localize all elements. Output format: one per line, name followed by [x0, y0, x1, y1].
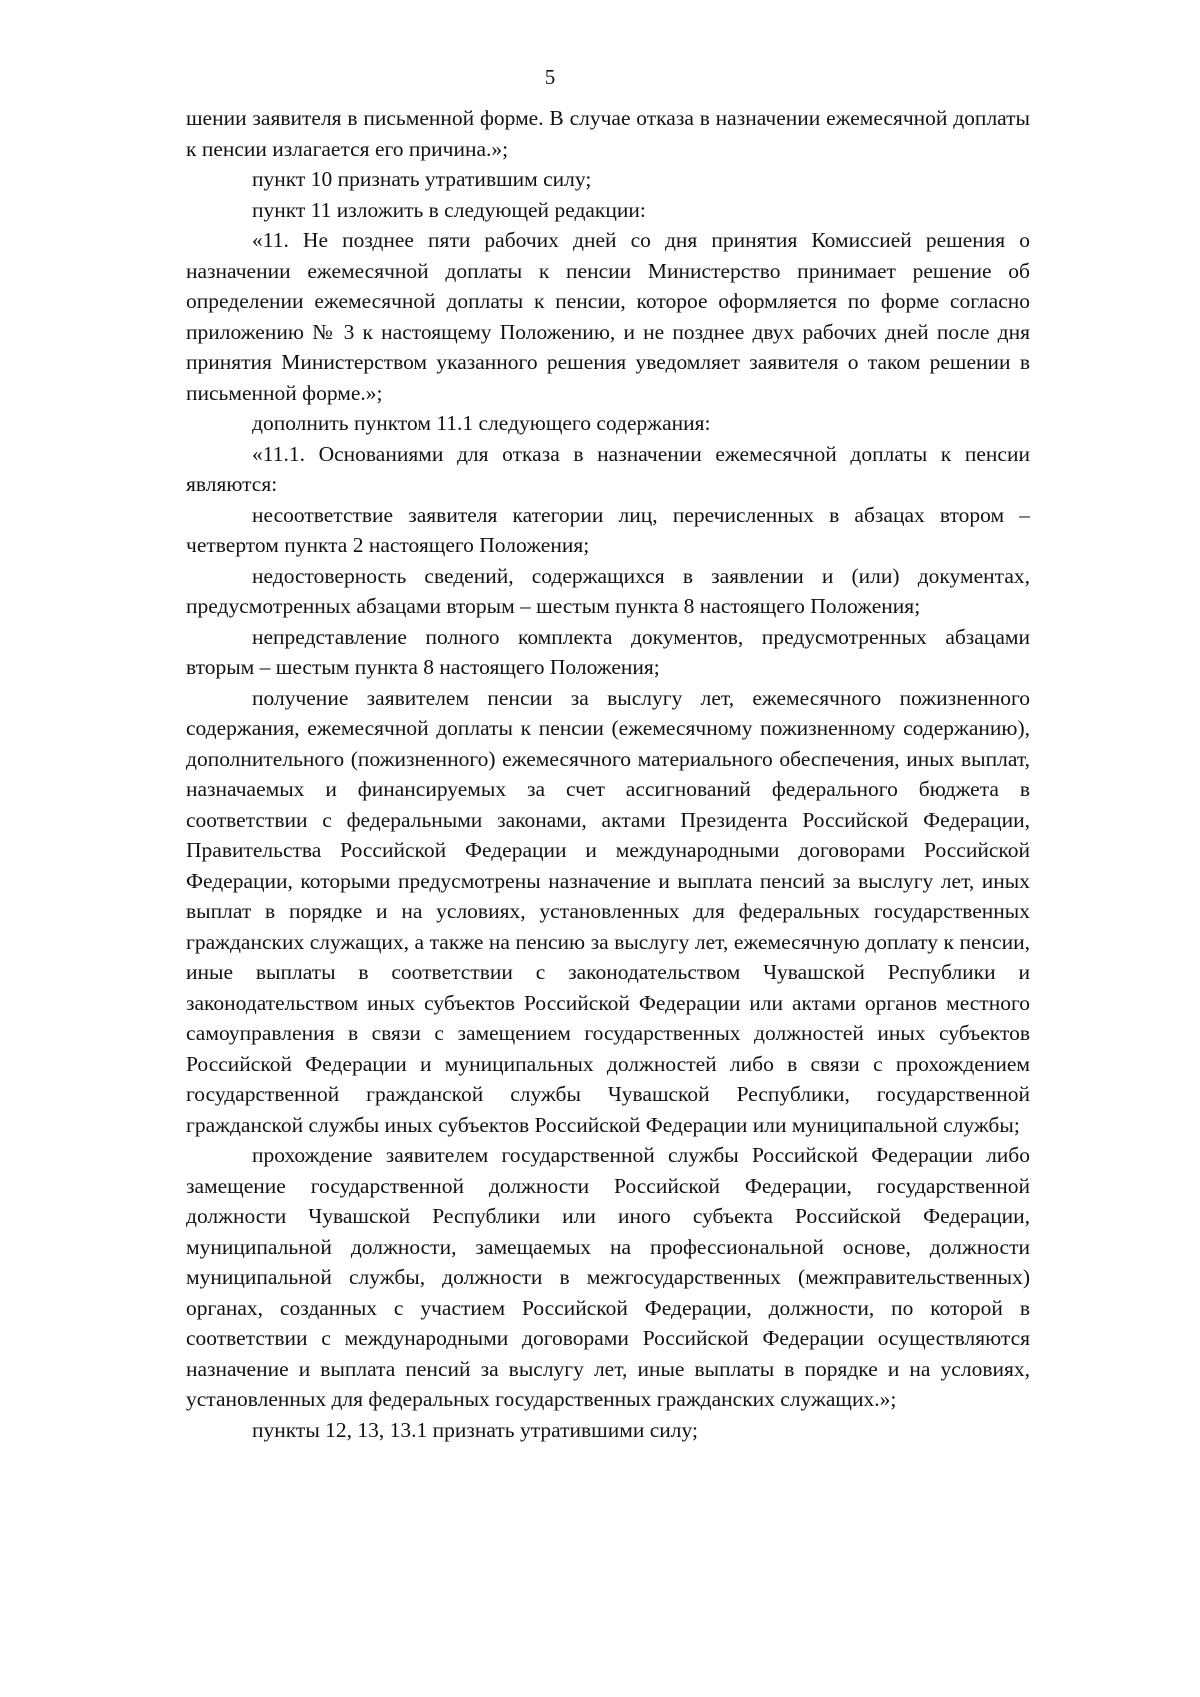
page-number: 5: [544, 65, 556, 89]
paragraph-item-11-1-text: «11.1. Основаниями для отказа в назначении ежемесячной доплаты к пенсии являются:: [186, 441, 1030, 496]
paragraph-item-11-text: «11. Не позднее пяти рабочих дней со дня принятия Комиссией решения о назначении ежемесячной доплаты к пенсии Министерство принимает решение об определении ежемесячной доплаты к пенсии, которое оформляется по форме согласно приложению № 3 к настоящему Положению, и не позднее двух рабочих дней после дня принятия Министерством указанного решения уведомляет заявителя о таком решении в письменной форме.»;: [186, 228, 1030, 405]
document-body: [186, 103, 1030, 1445]
paragraph-items-12-13: пункты 12, 13, 13.1 признать утратившими силу;: [252, 1417, 698, 1442]
paragraph-refusal-ground-5: прохождение заявителем государственной службы Российской Федерации либо замещение государственной должности Российской Федерации, государственной должности Чувашской Республики или иного субъекта Российской Федерации, муниципальной должности, замещаемых на профессиональной основе, должности муниципальной службы, должности в межгосударственных (межправительственных) органах, созданных с участием Российской Федерации, должности, по которой в соответствии с международными договорами Российской Федерации осуществляются назначение и выплата пенсий за выслугу лет, иные выплаты в порядке и на условиях, установленных для федеральных государственных гражданских служащих.»;: [186, 1143, 1030, 1411]
paragraph-item-11-1-intro: дополнить пунктом 11.1 следующего содержания:: [252, 411, 711, 435]
paragraph-refusal-ground-2: недостоверность сведений, содержащихся в заявлении и (или) документах, предусмотренных абзацами вторым – шестым пункта 8 настоящего Положения;: [186, 563, 1030, 618]
paragraph-refusal-ground-3: непредставление полного комплекта документов, предусмотренных абзацами вторым – шестым пункта 8 настоящего Положения;: [186, 624, 1030, 679]
paragraph-item-11-intro: пункт 11 изложить в следующей редакции:: [252, 197, 646, 222]
paragraph-refusal-ground-1: несоответствие заявителя категории лиц, перечисленных в абзацах втором – четвертом пункта 2 настоящего Положения;: [186, 502, 1030, 557]
paragraph-refusal-ground-4: получение заявителем пенсии за выслугу лет, ежемесячного пожизненного содержания, ежемесячной доплаты к пенсии (ежемесячному пожизненному содержанию), дополнительного (пожизненного) ежемесячного материального обеспечения, иных выплат, назначаемых и финансируемых за счет ассигнований федерального бюджета в соответствии с федеральными законами, актами Президента Российской Федерации, Правительства Российской Федерации и международными договорами Российской Федерации, которыми предусмотрены назначение и выплата пенсий за выслугу лет, иных выплат в порядке и на условиях, установленных для федеральных государственных гражданских служащих, а также на пенсию за выслугу лет, ежемесячную доплату к пенсии, иные выплаты в соответствии с законодательством Чувашской Республики и законодательством иных субъектов Российской Федерации или актами органов местного самоуправления в связи с замещением государственных должностей иных субъектов Российской Федерации и муниципальных должностей либо в связи с прохождением государственной гражданской службы Чувашской Республики, государственной гражданской службы иных субъектов Российской Федерации или муниципальной службы;: [186, 685, 1030, 1137]
paragraph-continuation: шении заявителя в письменной форме. В случае отказа в назначении ежемесячной доплаты к пенсии излагается его причина.»;: [186, 106, 1030, 161]
paragraph-item-10: пункт 10 признать утратившим силу;: [252, 167, 592, 191]
